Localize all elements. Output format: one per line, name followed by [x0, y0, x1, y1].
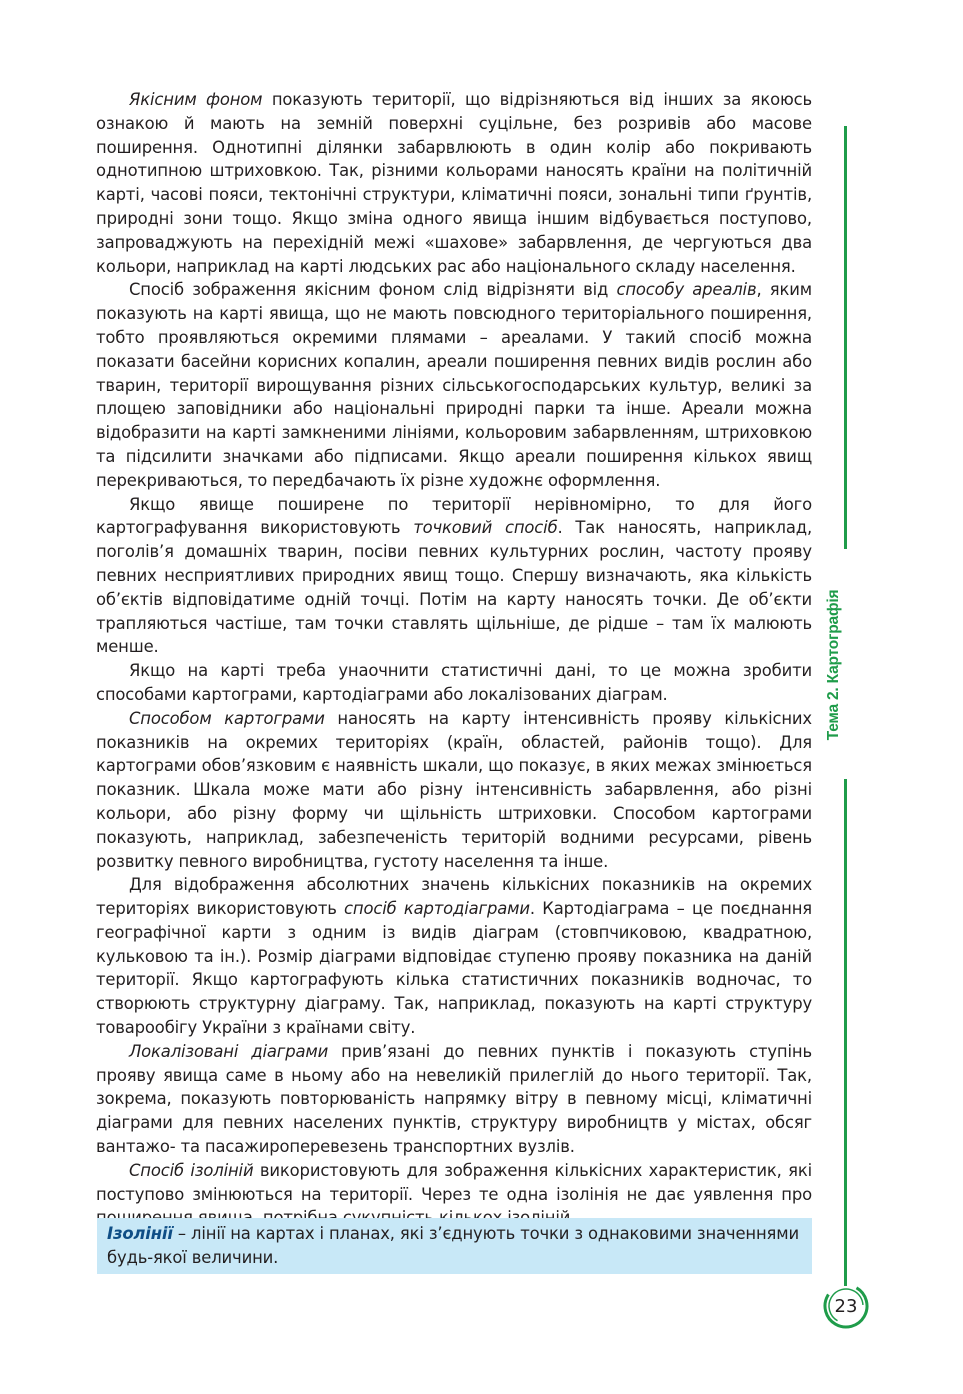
- text-run: , яким показують на карті явища, що не мають повсюдного територіального поширення, тобто проявляються окремими плямами – ареалами. У такий спосіб можна показати басейни корисних копалин, ареали поширення певних видів рослин або тварин, території вирощування різних сільськогосподарських культур, великі за площею заповідники або національні природні парки та інше. Ареали можна відобразити на карті замкненими лініями, кольоровим забарвленням, штриховкою та підсилити значками або підписами. Якщо ареали поширення кількох явищ перекриваються, то передбачають їх різне художнє оформлення.: [96, 280, 812, 490]
- text-run: Спосіб зображення якісним фоном слід відрізняти від: [129, 280, 617, 300]
- text-run: прив’язані до певних пунктів і показують ступінь прояву явища саме в ньому або на невеликій прилеглій до нього території. Так, зокрема, показують повторюваність напрямку вітру в певному місці, кліматичні діаграми для певних населених пунктів, структуру виробництв у містах, обсяг вантажо- та пасажироперевезень транспортних вузлів.: [96, 1041, 812, 1157]
- page-number: 23: [834, 1295, 858, 1317]
- side-line-bottom: [844, 779, 847, 1286]
- italic-term: Способом картограми: [129, 708, 325, 728]
- paragraph: [96, 278, 812, 492]
- text-run: використовують для зображення кількісних характеристик, які поступово змінюються на території. Через те одна ізолінія не дає уявлення про: [96, 1160, 812, 1204]
- definition-term: Ізолінії: [107, 1224, 173, 1243]
- italic-term: Спосіб ізоліній: [129, 1160, 254, 1180]
- italic-term: Якісним фоном: [129, 90, 263, 109]
- definition-text: – лінії на картах і планах, які з’єднують точки з однаковими значеннями будь-якої величини.: [107, 1224, 799, 1267]
- text-run: . Картодіаграма – це поєднання географічної карти з одним із видів діаграм (стовпчиковою, квадратною, кульковою та ін.). Розмір діаграми відповідає ступеню прояву показника на даній території. Якщо картографують кілька статистичних показників водночас, то створюють структурну діаграму. Так, наприклад, показують на карті структуру товарообігу України з країнами світу.: [96, 899, 812, 1038]
- text-run: показують території, що відрізняються від інших за якоюсь ознакою й мають на земній поверхні суцільне, без розривів або масове поширення. Однотипні ділянки забарвлюють в один колір або покривають однотипною штриховкою. Так, різними кольорами наносять країни на політичній карті, часові пояси, тектонічні структури, кліматичні пояси, зональні типи ґрунтів, природні зони тощо. Якщо зміна одного явища іншим відбувається поступово, запроваджують на перехідній межі «шахове» забарвлення, де чергуються два кольори, наприклад на карті людських рас або національного складу населення.: [96, 90, 813, 276]
- main-text: [96, 88, 812, 1230]
- paragraph: [96, 659, 812, 707]
- paragraph: [96, 1040, 812, 1159]
- text-run: Якщо явище поширене по території нерівномірно, то для його картографування використовують: [96, 494, 812, 538]
- italic-term: точковий спосіб: [413, 518, 558, 538]
- paragraph: [96, 493, 812, 660]
- italic-term: спосіб картодіаграми: [344, 899, 530, 919]
- paragraph: [96, 88, 812, 278]
- italic-term: Локалізовані діаграми: [129, 1041, 329, 1061]
- chapter-title: Тема 2. Картографія: [825, 589, 842, 741]
- definition-box: [97, 1218, 812, 1274]
- text-run: . Так наносять, наприклад, поголів’я домашніх тварин, посіви певних культурних рослин, частоту прояву певних несприятливих природних явищ тощо. Спершу визначають, яка кількість об’єктів відповідатиме одній точці. Потім на карту наносять точки. Де об’єкти трапляються частіше, там точки ставлять щільніше, де рідше – там їх малюють менше.: [96, 518, 813, 657]
- paragraph: [96, 873, 812, 1040]
- italic-term: способу ареалів: [616, 280, 757, 300]
- text-run: Якщо на карті треба унаочнити статистичні дані, то це можна зробити способами картограми, картодіаграми або локалізованих діаграм.: [96, 661, 812, 704]
- text-run: наносять на карту інтенсивність прояву кількісних показників на окремих територіях (країн, областей, районів тощо). Для картограми обов’язковим є наявність шкали, що показує, в яких межах змінюється показник. Шкала може мати або різну інтенсивність забарвлення, або різні кольори, або різну форму чи щільність штриховки. Способом картограми показують, наприклад, забезпеченість територій водними ресурсами, рівень розвитку певного виробництва, густоту населення та інше.: [96, 708, 812, 871]
- side-line-top: [844, 126, 847, 549]
- text-run: Для відображення абсолютних значень кількісних показників на окремих територіях використовують: [96, 875, 812, 919]
- paragraph: [96, 707, 812, 874]
